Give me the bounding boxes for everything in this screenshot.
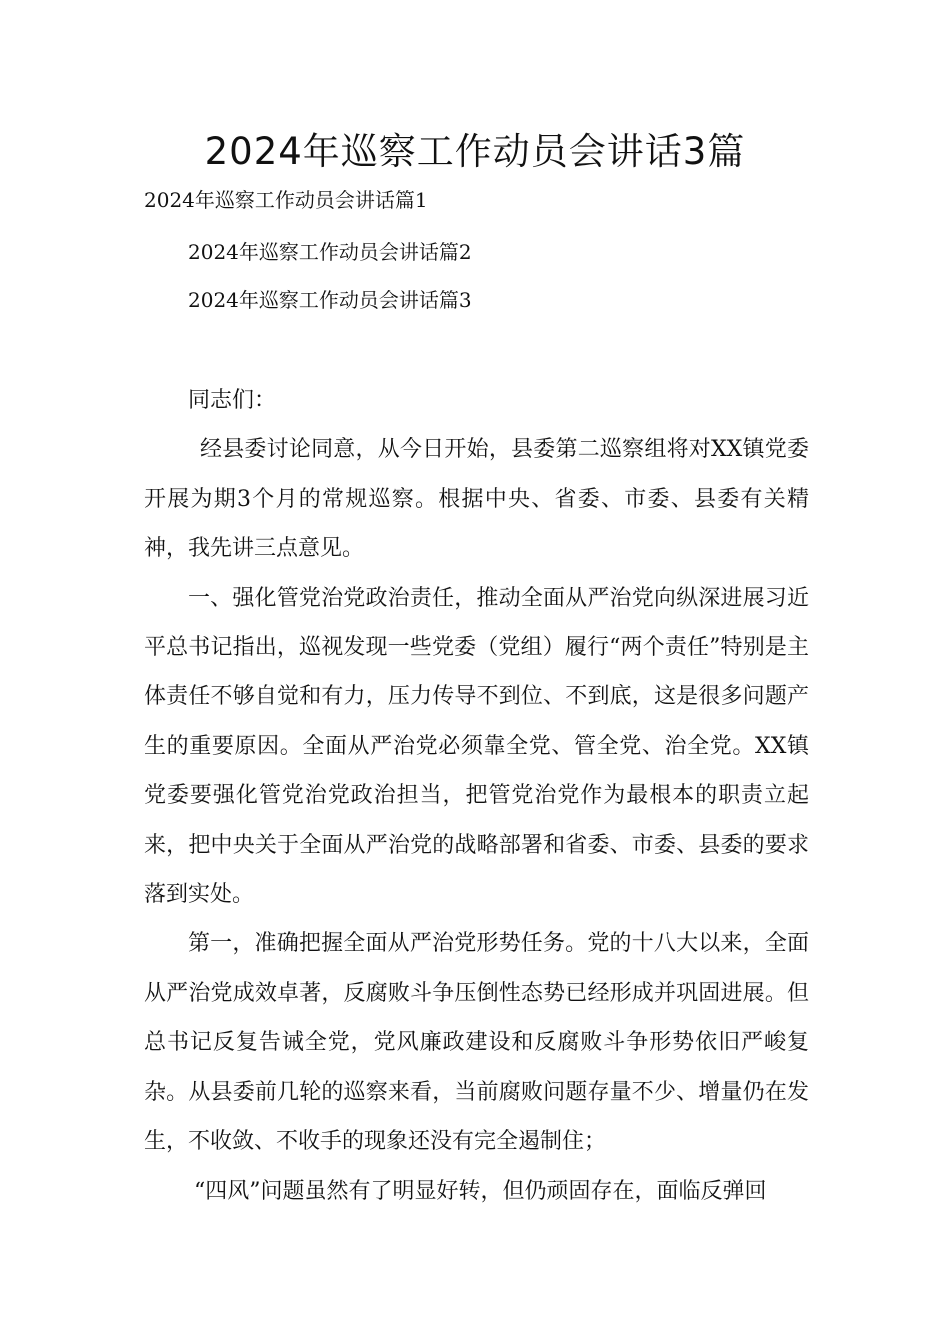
document-body <box>144 376 809 1216</box>
paragraph-section-one: 一、强化管党治党政治责任，推动全面从严治党向纵深进展习近平总书记指出，巡视发现一些党委（党组）履行“两个责任”特别是主体责任不够自觉和有力，压力传导不到位、不到底，这是很多问题产生的重要原因。全面从严治党必须靠全党、管全党、治全党。XX镇党委要强化管党治党政治担当，把管党治党作为最根本的职责立起来，把中央关于全面从严治党的战略部署和省委、市委、县委的要求落到实处。 <box>144 585 809 908</box>
paragraph-point-first: 第一，准确把握全面从严治党形势任务。党的十八大以来，全面从严治党成效卓著，反腐败斗争压倒性态势已经形成并巩固进展。但总书记反复告诫全党，党风廉政建设和反腐败斗争形势依旧严峻复杂。从县委前几轮的巡察来看，当前腐败问题存量不少、增量仍在发生，不收敛、不收手的现象还没有完全遏制住； <box>144 931 809 1155</box>
toc-entry-2: 2024年巡察工作动员会讲话篇2 <box>188 240 472 264</box>
toc-entry-1: 2024年巡察工作动员会讲话篇1 <box>144 188 428 212</box>
paragraph-four-winds: “四风”问题虽然有了明显好转，但仍顽固存在，面临反弹回 <box>194 1178 767 1204</box>
document-title: 2024年巡察工作动员会讲话3篇 <box>204 130 746 173</box>
toc-entry-3: 2024年巡察工作动员会讲话篇3 <box>188 288 472 312</box>
salutation: 同志们： <box>188 388 277 413</box>
paragraph-intro: 经县委讨论同意，从今日开始，县委第二巡察组将对XX镇党委开展为期3个月的常规巡察。根据中央、省委、市委、县委有关精神，我先讲三点意见。 <box>144 437 809 562</box>
